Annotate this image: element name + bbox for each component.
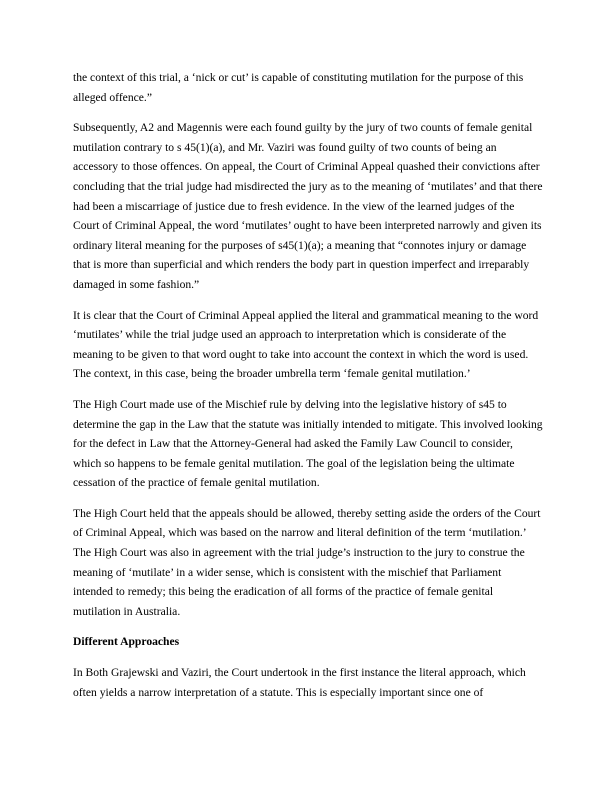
paragraph-convictions-appeal: Subsequently, A2 and Magennis were each found guilty by the jury of two counts of female genital mutilation contrary to s 45(1)(a), and Mr. Vaziri was found guilty of two counts of being an accessory to those offences. On appeal, the Court of Criminal Appeal quashed their convictions after concluding that the trial judge had misdirected the jury as to the meaning of ‘mutilates’ and that there had been a miscarriage of justice due to fresh evidence. In the view of the learned judges of the Court of Criminal Appeal, the word ‘mutilates’ ought to have been interpreted narrowly and given its ordinary literal meaning for the purposes of s45(1)(a); a meaning that “connotes injury or damage that is more than superficial and which renders the body part in question imperfect and irreparably damaged in some fashion.” xyxy=(73,121,543,291)
section-heading: Different Approaches xyxy=(73,635,180,649)
paragraph-mischief-rule: The High Court made use of the Mischief rule by delving into the legislative history of s45 to determine the gap in the Law that the statute was initially intended to mitigate. This involved looking for the defect in Law that the Attorney-General had asked the Family Law Council to consider, which so happens to be female genital mutilation. The goal of the legislation being the ultimate cessation of the practice of female genital mutilation. xyxy=(73,397,543,490)
paragraph-context-trial: the context of this trial, a ‘nick or cut’ is capable of constituting mutilation for the purpose of this alleged offence.” xyxy=(73,71,524,104)
document-body xyxy=(73,68,543,713)
paragraph-high-court-held: The High Court held that the appeals should be allowed, thereby setting aside the orders of the Court of Criminal Appeal, which was based on the narrow and literal definition of the term ‘mutilation.’ The High Court was also in agreement with the trial judge’s instruction to the jury to construe the meaning of ‘mutilate’ in a wider sense, which is consistent with the mischief that Parliament intended to remedy; this being the eradication of all forms of the practice of female genital mutilation in Australia. xyxy=(73,506,541,618)
paragraph-literal-meaning: It is clear that the Court of Criminal Appeal applied the literal and grammatical meaning to the word ‘mutilates’ while the trial judge used an approach to interpretation which is considerate of the meaning to be given to that word ought to take into account the context in which the word is used. The context, in this case, being the broader umbrella term ‘female genital mutilation.’ xyxy=(73,308,539,381)
paragraph-both-cases: In Both Grajewski and Vaziri, the Court undertook in the first instance the literal approach, which often yields a narrow interpretation of a statute. This is especially important since one of xyxy=(73,666,526,699)
